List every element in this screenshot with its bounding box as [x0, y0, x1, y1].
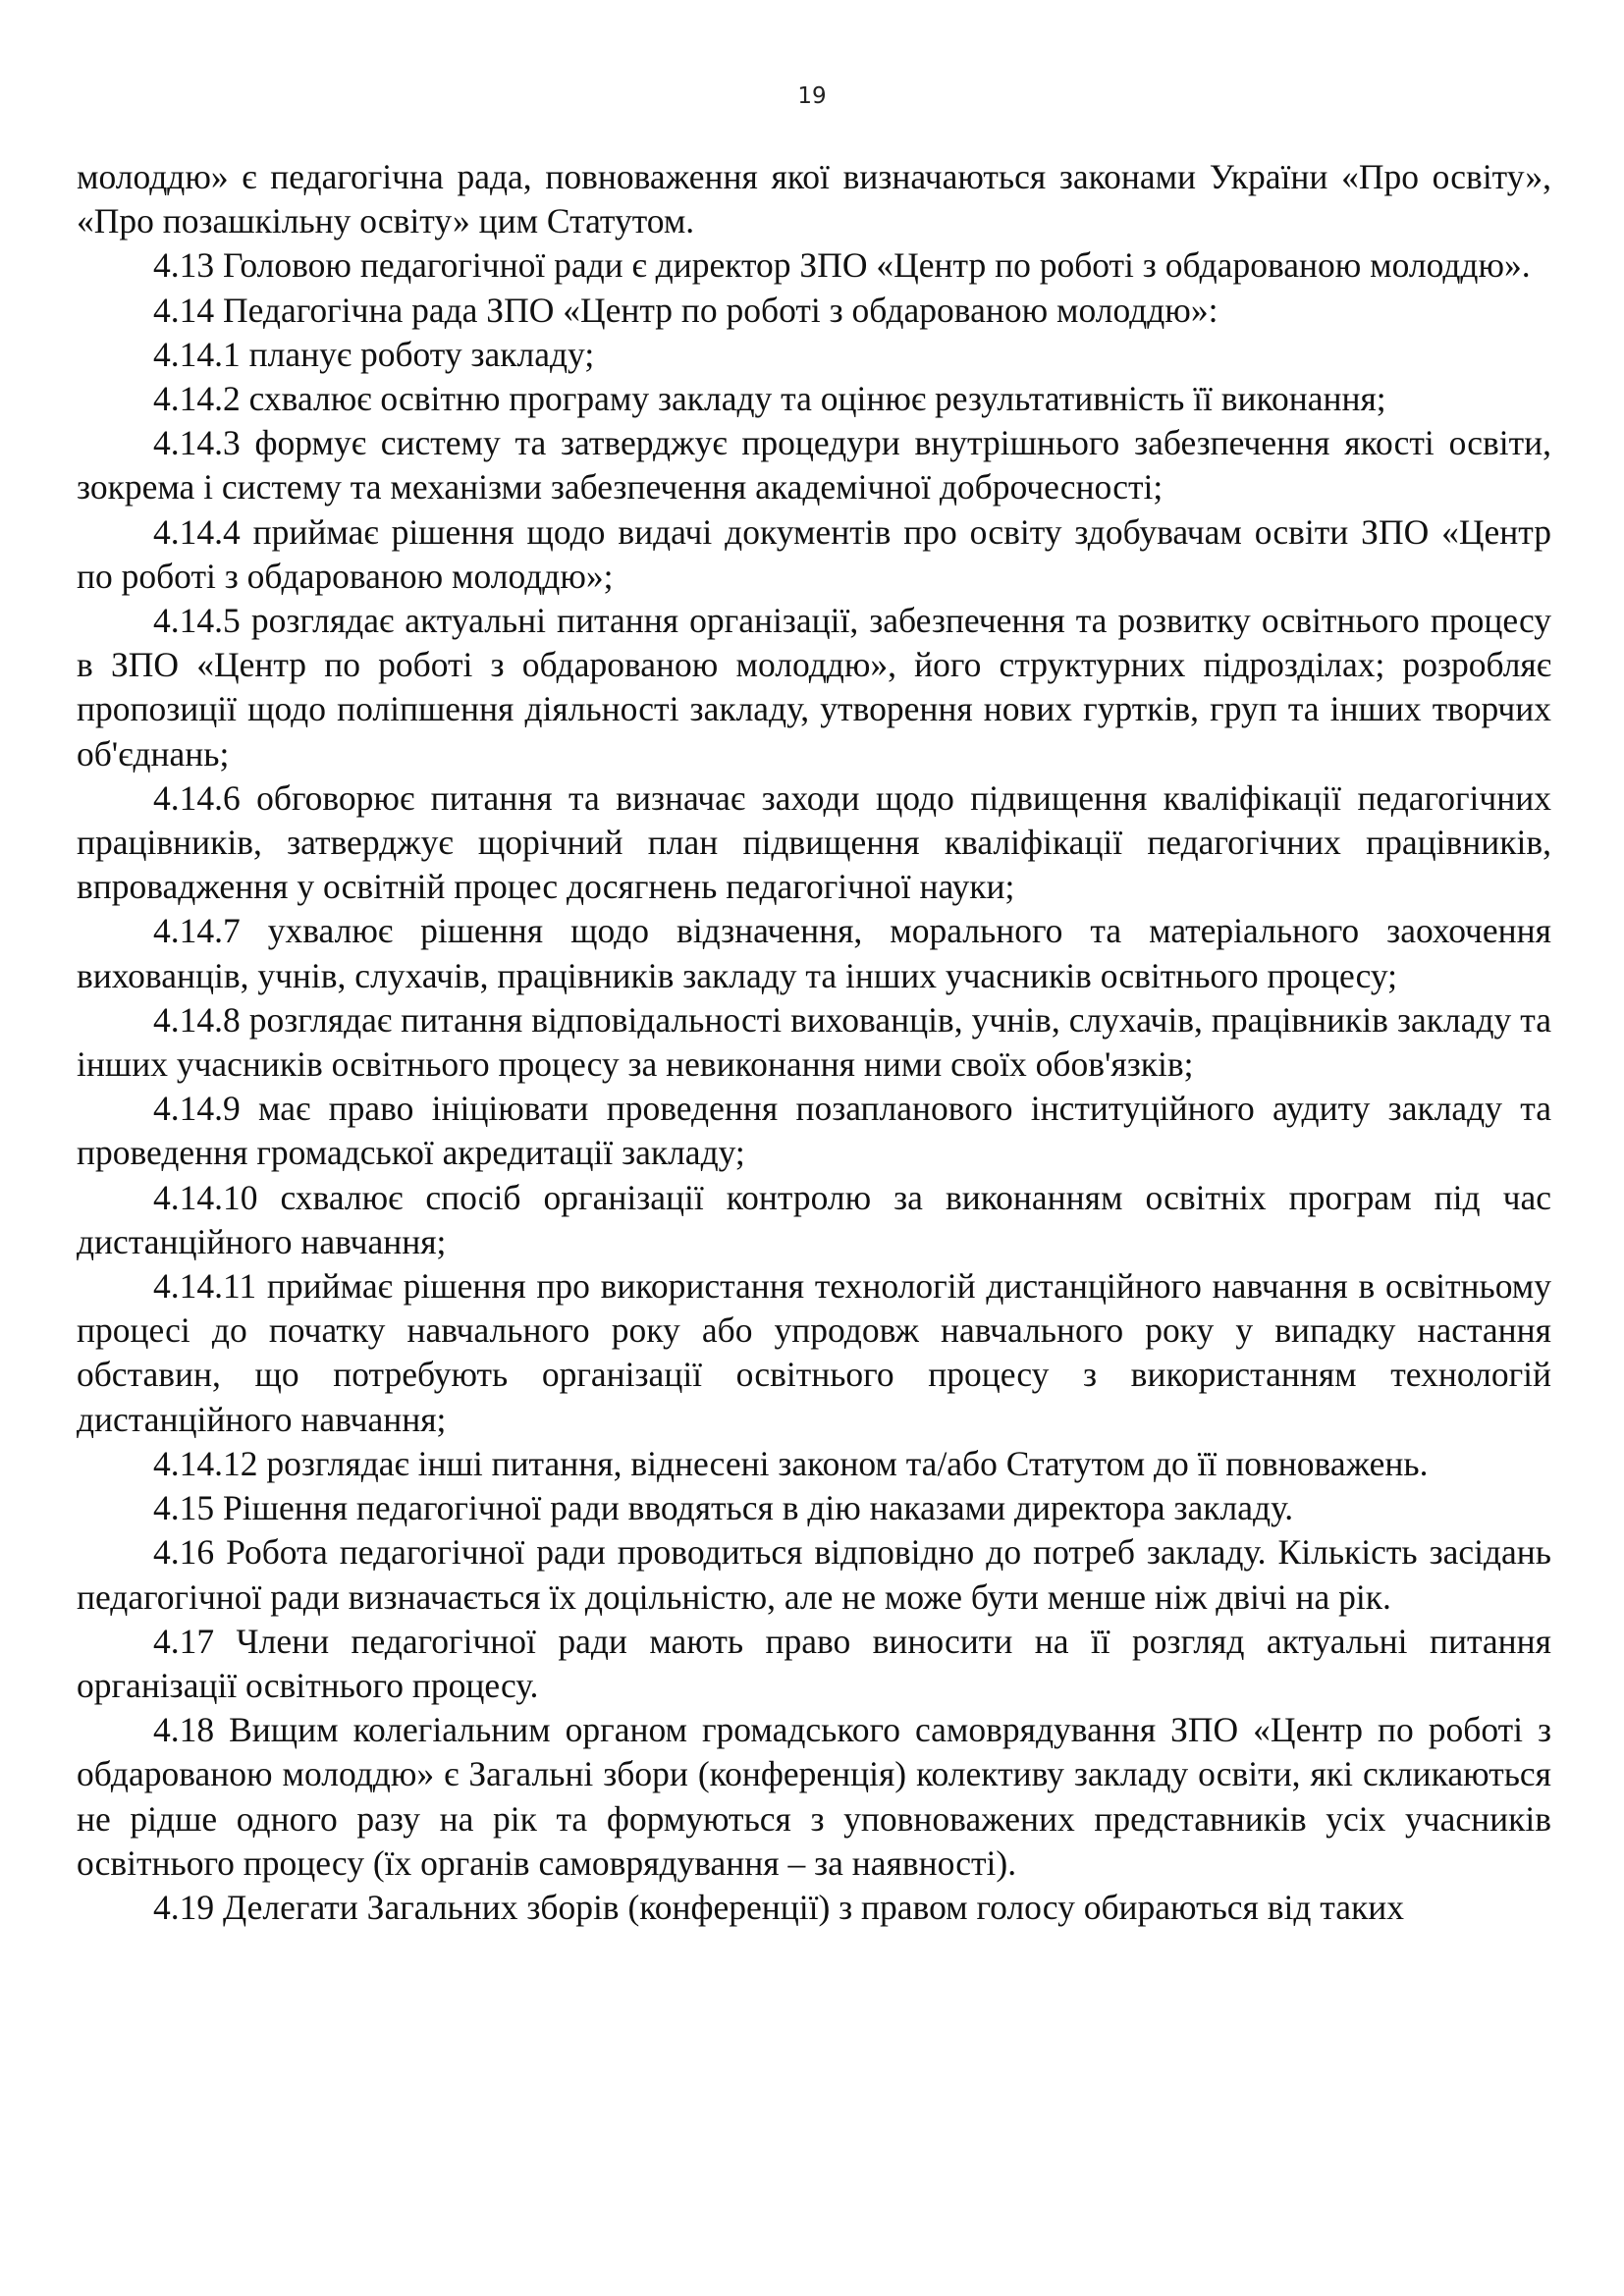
page-number: 19: [797, 83, 827, 109]
paragraph-4-14-5: 4.14.5 розглядає актуальні питання організації, забезпечення та розвитку освітнього процесу в ЗПО «Центр по роботі з обдарованою молоддю», його структурних підрозділах; розробляє пропозиції щодо поліпшення діяльності закладу, утворення нових гуртків, груп та інших творчих об'єднань;: [77, 601, 1551, 774]
paragraph-4-14-6: 4.14.6 обговорює питання та визначає заходи щодо підвищення кваліфікації педагогічних працівників, затверджує щорічний план підвищення кваліфікації педагогічних працівників, впровадження у освітній процес досягнень педагогічної науки;: [77, 777, 1551, 907]
paragraph-4-14-4: 4.14.4 приймає рішення щодо видачі документів про освіту здобувачам освіти ЗПО «Центр по роботі з обдарованою молоддю»;: [77, 511, 1551, 596]
paragraph-4-14-11: 4.14.11 приймає рішення про використання технологій дистанційного навчання в освітньому процесі до початку навчального року або упродовж навчального року у випадку настання обставин, що потребують організації освітнього процесу з використанням технологій дистанційного навчання;: [77, 1266, 1551, 1439]
paragraph-4-15: 4.15 Рішення педагогічної ради вводяться в дію наказами директора закладу.: [153, 1488, 1294, 1528]
paragraph-4-14-9: 4.14.9 має право ініціювати проведення позапланового інституційного аудиту закладу та проведення громадської акредитації закладу;: [77, 1089, 1551, 1173]
paragraph-4-14: 4.14 Педагогічна рада ЗПО «Центр по роботі з обдарованою молоддю»:: [153, 290, 1218, 330]
paragraph-4-14-7: 4.14.7 ухвалює рішення щодо відзначення, морального та матеріального заохочення вихованців, учнів, слухачів, працівників закладу та інших учасників освітнього процесу;: [77, 911, 1551, 995]
paragraph-4-17: 4.17 Члени педагогічної ради мають право виносити на її розгляд актуальні питання організації освітнього процесу.: [77, 1621, 1551, 1705]
paragraph-continuation: молоддю» є педагогічна рада, повноваження якої визначаються законами України «Про освіту», «Про позашкільну освіту» цим Статутом.: [77, 157, 1551, 241]
paragraph-4-14-2: 4.14.2 схвалює освітню програму закладу та оцінює результативність її виконання;: [153, 379, 1386, 419]
paragraph-4-14-8: 4.14.8 розглядає питання відповідальності вихованців, учнів, слухачів, працівників закладу та інших учасників освітнього процесу за невиконання ними своїх обов'язків;: [77, 999, 1551, 1085]
paragraph-4-19: 4.19 Делегати Загальних зборів (конференції) з правом голосу обираються від таких: [153, 1887, 1404, 1927]
paragraph-4-16: 4.16 Робота педагогічної ради проводиться відповідно до потреб закладу. Кількість засідань педагогічної ради визначається їх доцільністю, але не може бути менше ніж двічі на рік.: [77, 1532, 1551, 1617]
paragraph-4-18: 4.18 Вищим колегіальним органом громадського самоврядування ЗПО «Центр по роботі з обдарованою молоддю» є Загальні збори (конференція) колективу закладу освіти, які скликаються не рідше одного разу на рік та формуються з уповноважених представників усіх учасників освітнього процесу (їх органів самоврядування – за наявності).: [77, 1710, 1551, 1883]
paragraph-4-14-3: 4.14.3 формує систему та затверджує процедури внутрішнього забезпечення якості освіти, зокрема і систему та механізми забезпечення академічної доброчесності;: [77, 423, 1551, 507]
document-body: [77, 155, 1551, 1930]
paragraph-4-14-10: 4.14.10 схвалює спосіб організації контролю за виконанням освітніх програм під час дистанційного навчання;: [77, 1177, 1551, 1261]
paragraph-4-14-12: 4.14.12 розглядає інші питання, віднесені законом та/або Статутом до її повноважень.: [153, 1443, 1429, 1483]
paragraph-4-14-1: 4.14.1 планує роботу закладу;: [153, 334, 595, 374]
paragraph-4-13: 4.13 Головою педагогічної ради є директор ЗПО «Центр по роботі з обдарованою молоддю».: [153, 245, 1531, 286]
